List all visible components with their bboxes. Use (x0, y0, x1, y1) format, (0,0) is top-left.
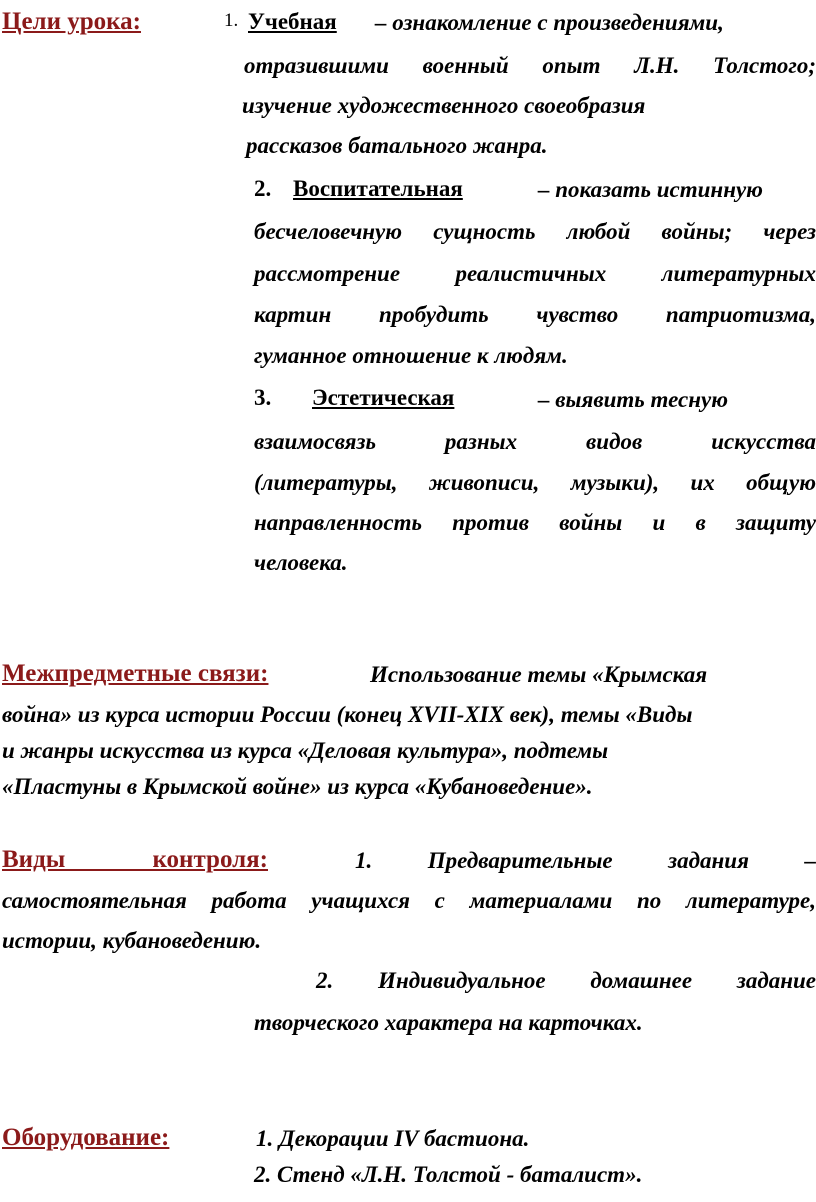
interdisciplinary-line: и жанры искусства из курса «Деловая культура», подтемы (2, 738, 609, 763)
goal-2-line: картин пробудить чувство патриотизма, (254, 302, 816, 327)
goal-3-line: направленность против войны и в защиту (254, 510, 816, 535)
goal-3-label: Эстетическая (312, 385, 455, 410)
goal-3-line: (литературы, живописи, музыки), их общую (254, 470, 816, 495)
control-line: 2. Индивидуальное домашнее задание (316, 968, 816, 993)
interdisciplinary-line: Использование темы «Крымская (370, 662, 708, 687)
goal-1-line: рассказов батального жанра. (246, 133, 548, 158)
goal-2-line: бесчеловечную сущность любой войны; через (254, 219, 816, 244)
interdisciplinary-line: война» из курса истории России (конец XVII-XIX век), темы «Виды (2, 702, 693, 727)
goal-2-label: Воспитательная (293, 176, 463, 201)
goal-2-line: рассмотрение реалистичных литературных (254, 261, 816, 286)
goals-heading: Цели урока: (2, 8, 141, 35)
interdisciplinary-heading: Межпредметные связи: (2, 660, 269, 687)
goal-2-number: 2. (254, 176, 272, 201)
goal-3-line: человека. (254, 550, 348, 575)
goal-1-line: – ознакомление с произведениями, (375, 10, 724, 35)
control-heading: Виды контроля: (2, 846, 268, 873)
goal-1-line: отразившими военный опыт Л.Н. Толстого; (244, 53, 816, 78)
goal-2-line: – показать истинную (538, 177, 763, 202)
interdisciplinary-line: «Пластуны в Крымской войне» из курса «Кубановедение». (2, 774, 593, 799)
goal-1-number: 1. (224, 10, 239, 31)
equipment-heading: Оборудование: (2, 1124, 170, 1151)
goal-1-line: изучение художественного своеобразия (242, 93, 646, 118)
control-line: самостоятельная работа учащихся с материалами по литературе, (2, 888, 816, 913)
equipment-item: 1. Декорации IV бастиона. (256, 1126, 530, 1151)
goal-1-label: Учебная (248, 9, 337, 34)
control-line: истории, кубановедению. (2, 928, 262, 953)
goal-3-number: 3. (254, 385, 272, 410)
control-line: творческого характера на карточках. (254, 1010, 643, 1035)
control-line: 1. Предварительные задания – (355, 848, 816, 873)
goal-2-line: гуманное отношение к людям. (254, 343, 568, 368)
goal-3-line: взаимосвязь разных видов искусства (254, 429, 816, 454)
goal-3-line: – выявить тесную (538, 387, 729, 412)
equipment-item: 2. Стенд «Л.Н. Толстой - баталист». (254, 1162, 643, 1187)
